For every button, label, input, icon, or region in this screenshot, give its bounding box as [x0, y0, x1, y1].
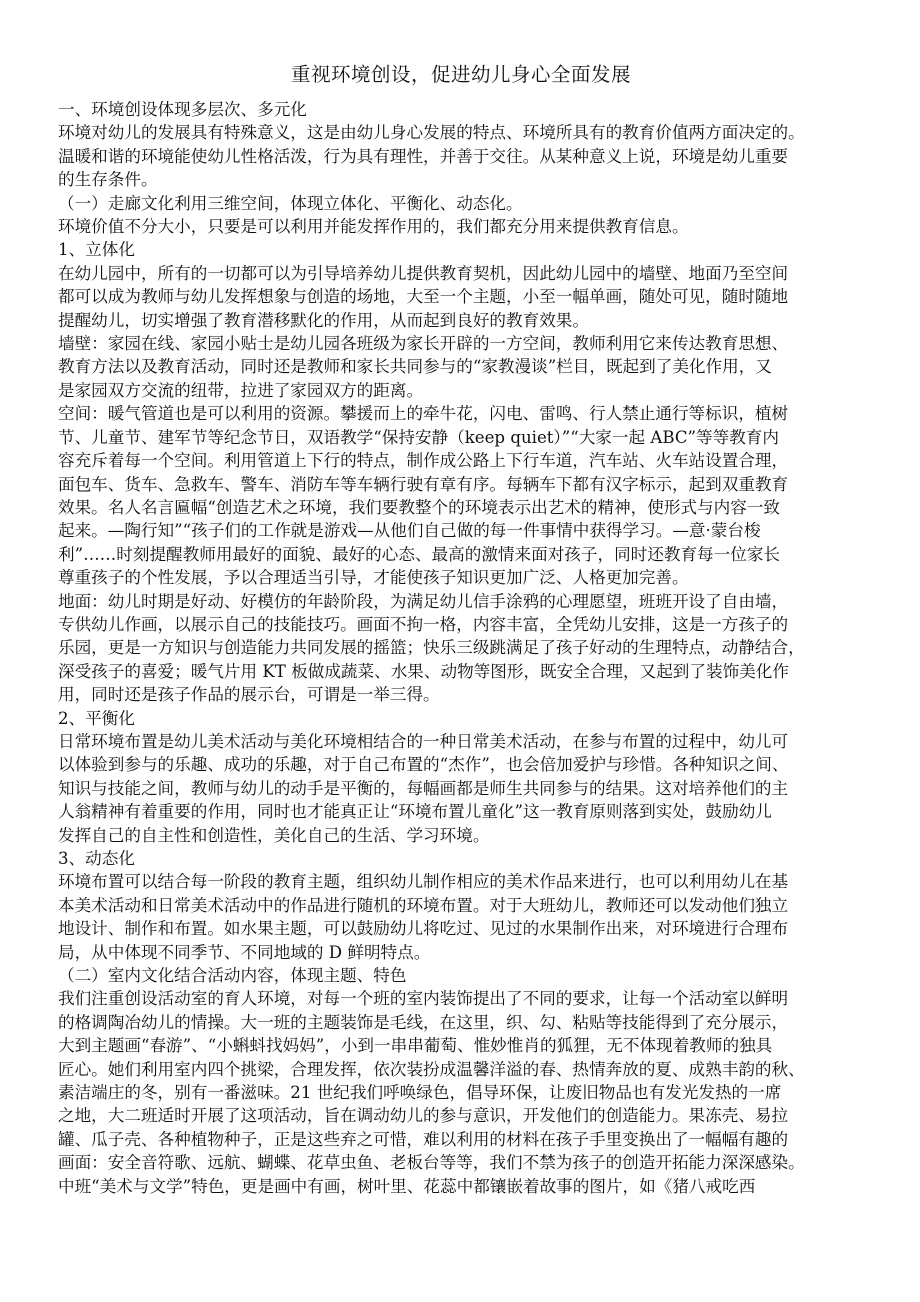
section-heading-h2	[58, 192, 864, 215]
text-line: 1、立体化	[58, 240, 135, 260]
text-line: 局，从中体现不同季节、不同地域的 D 鲜明特点。	[58, 942, 431, 962]
text-line: 专供幼儿作画，以展示自己的技能技巧。画面不拘一格，内容丰富，全凭幼儿安排，这是一方孩子的	[58, 614, 789, 634]
text-line: 教育方法以及教育活动，同时还是教师和家长共同参与的“家教漫谈”栏目，既起到了美化作用，又	[58, 357, 772, 377]
text-line: 的生存条件。	[58, 170, 158, 190]
text-line: 素洁端庄的冬，别有一番滋味。21 世纪我们呼唤绿色，倡导环保，让废旧物品也有发光发热的一席	[58, 1083, 782, 1103]
section-heading-h4	[58, 707, 864, 730]
text-line: 地面：幼儿时期是好动、好模仿的年龄阶段，为满足幼儿信手涂鸦的心理愿望，班班开设了自由墙，	[58, 591, 789, 611]
section-heading-h1	[58, 98, 864, 121]
paragraph-p5	[58, 402, 864, 589]
text-line: 一、环境创设体现多层次、多元化	[58, 100, 307, 119]
text-line: 节、儿童节、建军节等纪念节日，双语教学“保持安静（keep quiet）”“大家一起 ABC”等等教育内	[58, 427, 779, 447]
text-line: 容充斥着每一个空间。利用管道上下行的特点，制作成公路上下行车道，汽车站、火车站设置合理，	[58, 451, 789, 471]
paragraph-p4	[58, 332, 864, 402]
text-line: 人翁精神有着重要的作用，同时也才能真正让“环境布置儿童化”这一教育原则落到实处，鼓励幼儿	[58, 802, 772, 822]
text-line: 日常环境布置是幼儿美术活动与美化环境相结合的一种日常美术活动，在参与布置的过程中，幼儿可	[58, 731, 789, 751]
paragraph-p1	[58, 121, 864, 191]
text-line: 深受孩子的喜爱；暖气片用 KT 板做成蔬菜、水果、动物等图形，既安全合理，又起到了装饰美化作	[58, 661, 789, 681]
text-line: 知识与技能之间，教师与幼儿的动手是平衡的，每幅画都是师生共同参与的结果。这对培养他们的主	[58, 778, 789, 798]
text-line: 以体验到参与的乐趣、成功的乐趣，对于自己布置的“杰作”，也会倍加爱护与珍惜。各种知识之间、	[58, 755, 789, 775]
paragraph-p6	[58, 590, 864, 707]
paragraph-p3	[58, 262, 864, 332]
paragraph-p9	[58, 987, 864, 1198]
document-body	[58, 98, 864, 1198]
text-line: （二）室内文化结合活动内容，体现主题、特色	[58, 966, 407, 986]
text-line: 墙壁：家园在线、家园小贴士是幼儿园各班级为家长开辟的一方空间，教师利用它来传达教育思想、	[58, 334, 789, 354]
text-line: 乐园，更是一方知识与创造能力共同发展的摇篮；快乐三级跳满足了孩子好动的生理特点，动静结合，	[58, 638, 805, 658]
section-heading-h6	[58, 964, 864, 987]
text-line: 空间：暖气管道也是可以利用的资源。攀援而上的牵牛花，闪电、雷鸣、行人禁止通行等标识，植树	[58, 404, 789, 424]
text-line: 尊重孩子的个性发展，予以合理适当引导，才能使孩子知识更加广泛、人格更加完善。	[58, 568, 689, 588]
text-line: 利”……时刻提醒教师用最好的面貌、最好的心态、最高的激情来面对孩子，同时还教育每一位家长	[58, 544, 781, 564]
text-line: 效果。名人名言匾幅“创造艺术之环境，我们要教整个的环境表示出艺术的精神，使形式与内容一致	[58, 497, 781, 517]
text-line: 发挥自己的自主性和创造性，美化自己的生活、学习环境。	[58, 825, 490, 845]
paragraph-p2	[58, 215, 864, 238]
text-line: 用，同时还是孩子作品的展示台，可谓是一举三得。	[58, 685, 440, 705]
text-line: 面包车、货车、急救车、警车、消防车等车辆行驶有章有序。每辆车下都有汉字标示，起到双重教育	[58, 474, 789, 494]
text-line: 3、动态化	[58, 849, 135, 868]
text-line: 在幼儿园中，所有的一切都可以为引导培养幼儿提供教育契机，因此幼儿园中的墙壁、地面乃至空间	[58, 263, 789, 283]
text-line: 的格调陶冶幼儿的情操。大一班的主题装饰是毛线，在这里，织、勾、粘贴等技能得到了充分展示，	[58, 1012, 789, 1032]
paragraph-p8	[58, 870, 864, 964]
text-line: 大到主题画“春游”、“小蝌蚪找妈妈”，小到一串串葡萄、惟妙惟肖的狐狸，无不体现着教师的独具	[58, 1036, 773, 1056]
text-line: 画面：安全音符歌、远航、蝴蝶、花草虫鱼、老板台等等，我们不禁为孩子的创造开拓能力深深感染。	[58, 1153, 805, 1173]
text-line: 匠心。她们利用室内四个挑梁，合理发挥，依次装扮成温馨洋溢的春、热情奔放的夏、成熟丰韵的秋、	[58, 1059, 805, 1079]
text-line: 提醒幼儿，切实增强了教育潜移默化的作用，从而起到良好的教育效果。	[58, 310, 589, 330]
text-line: 是家园双方交流的纽带，拉进了家园双方的距离。	[58, 380, 424, 400]
text-line: 都可以成为教师与幼儿发挥想象与创造的场地，大至一个主题，小至一幅单画，随处可见，随时随地	[58, 287, 789, 307]
text-line: 本美术活动和日常美术活动中的作品进行随机的环境布置。对于大班幼儿，教师还可以发动他们独立	[58, 895, 789, 915]
text-line: 中班“美术与文学”特色，更是画中有画，树叶里、花蕊中都镶嵌着故事的图片，如《猪八戒吃西	[58, 1176, 756, 1196]
text-line: 环境布置可以结合每一阶段的教育主题，组织幼儿制作相应的美术作品来进行，也可以利用幼儿在基	[58, 872, 789, 892]
text-line: 之地，大二班适时开展了这项活动，旨在调动幼儿的参与意识，开发他们的创造能力。果冻壳、易拉	[58, 1106, 789, 1126]
text-line: 我们注重创设活动室的育人环境，对每一个班的室内装饰提出了不同的要求，让每一个活动室以鲜明	[58, 989, 789, 1009]
text-line: 罐、瓜子壳、各种植物种子，正是这些弃之可惜，难以利用的材料在孩子手里变换出了一幅幅有趣的	[58, 1129, 789, 1149]
text-line: 环境价值不分大小，只要是可以利用并能发挥作用的，我们都充分用来提供教育信息。	[58, 217, 689, 237]
text-line: 温暖和谐的环境能使幼儿性格活泼，行为具有理性，并善于交往。从某种意义上说，环境是幼儿重要	[58, 146, 789, 166]
text-line: 起来。—陶行知”“孩子们的工作就是游戏—从他们自己做的每一件事情中获得学习。—意·蒙台梭	[58, 521, 761, 541]
text-line: 地设计、制作和布置。如水果主题，可以鼓励幼儿将吃过、见过的水果制作出来，对环境进行合理布	[58, 919, 789, 939]
section-heading-h5	[58, 847, 864, 870]
text-line: （一）走廊文化利用三维空间，体现立体化、平衡化、动态化。	[58, 193, 523, 213]
text-line: 2、平衡化	[58, 708, 135, 728]
section-heading-h3	[58, 238, 864, 261]
document-title: 重视环境创设，促进幼儿身心全面发展	[290, 63, 631, 86]
text-line: 环境对幼儿的发展具有特殊意义，这是由幼儿身心发展的特点、环境所具有的教育价值两方面决定的。	[58, 123, 805, 143]
paragraph-p7	[58, 730, 864, 847]
